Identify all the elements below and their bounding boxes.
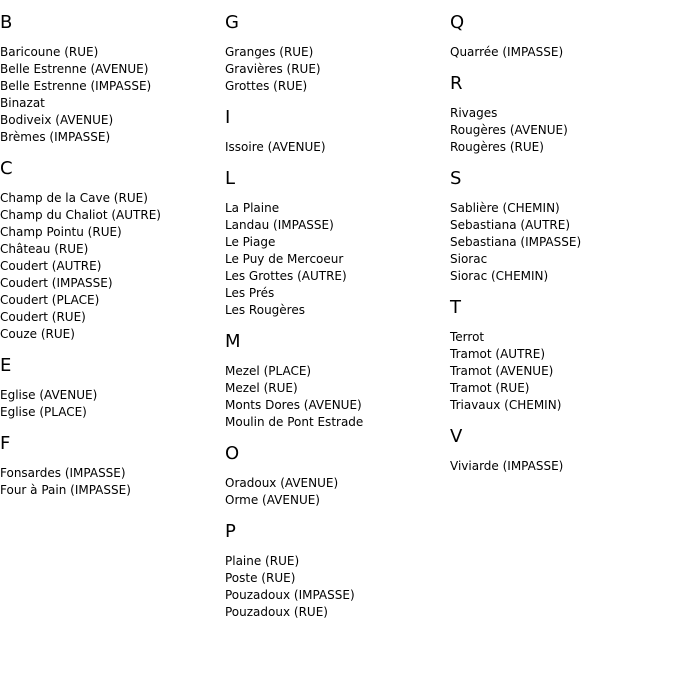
street-list [450,105,675,156]
section-letter-heading: C [0,158,13,179]
street-entry[interactable]: Bodiveix (AVENUE) [0,113,114,127]
street-entry[interactable]: Les Prés [225,286,275,300]
section-letter-heading: O [225,443,240,464]
letter-section [0,433,225,499]
street-entry[interactable]: Landau (IMPASSE) [225,218,334,232]
letter-section [450,73,675,156]
street-entry[interactable]: Champ du Chaliot (AUTRE) [0,208,161,222]
street-entry[interactable]: Gravières (RUE) [225,62,321,76]
street-list [450,200,675,285]
street-entry[interactable]: Le Puy de Mercoeur [225,252,344,266]
street-entry[interactable]: Poste (RUE) [225,571,296,585]
street-entry[interactable]: Coudert (AUTRE) [0,259,102,273]
letter-section [450,12,675,61]
street-list [225,553,450,621]
street-entry[interactable]: Brèmes (IMPASSE) [0,130,111,144]
letter-section [450,168,675,285]
letter-section [0,355,225,421]
letter-section [225,168,450,319]
street-entry[interactable]: Quarrée (IMPASSE) [450,45,564,59]
section-letter-heading: I [225,107,231,128]
index-column [0,12,225,511]
street-entry[interactable]: Fonsardes (IMPASSE) [0,466,126,480]
street-list [450,458,675,475]
street-entry[interactable]: Pouzadoux (RUE) [225,605,328,619]
street-list [0,465,225,499]
street-entry[interactable]: Tramot (AUTRE) [450,347,546,361]
street-list [0,44,225,146]
street-list [0,387,225,421]
street-entry[interactable]: Rougères (RUE) [450,140,544,154]
street-entry[interactable]: Issoire (AVENUE) [225,140,326,154]
street-entry[interactable]: Eglise (AVENUE) [0,388,98,402]
street-entry[interactable]: Sebastiana (IMPASSE) [450,235,582,249]
street-entry[interactable]: Mezel (RUE) [225,381,298,395]
street-list [450,329,675,414]
street-entry[interactable]: Granges (RUE) [225,45,314,59]
section-letter-heading: E [0,355,12,376]
letter-section [225,331,450,431]
street-entry[interactable]: Siorac [450,252,488,266]
street-entry[interactable]: Baricoune (RUE) [0,45,99,59]
street-entry[interactable]: Champ Pointu (RUE) [0,225,122,239]
street-entry[interactable]: Viviarde (IMPASSE) [450,459,564,473]
section-letter-heading: B [0,12,13,33]
letter-section [225,521,450,621]
street-entry[interactable]: Mezel (PLACE) [225,364,312,378]
street-entry[interactable]: Tramot (RUE) [450,381,530,395]
street-entry[interactable]: Les Rougères [225,303,305,317]
section-letter-heading: G [225,12,239,33]
street-entry[interactable]: Plaine (RUE) [225,554,300,568]
street-list [225,475,450,509]
index-column [450,12,675,487]
street-list [225,44,450,95]
section-letter-heading: Q [450,12,465,33]
street-entry[interactable]: Belle Estrenne (IMPASSE) [0,79,152,93]
street-entry[interactable]: Belle Estrenne (AVENUE) [0,62,149,76]
letter-section [225,107,450,156]
street-list [450,44,675,61]
letter-section [450,297,675,414]
street-entry[interactable]: Couze (RUE) [0,327,75,341]
street-entry[interactable]: Terrot [450,330,485,344]
letter-section [225,443,450,509]
letter-section [0,12,225,146]
street-entry[interactable]: Grottes (RUE) [225,79,308,93]
street-entry[interactable]: Eglise (PLACE) [0,405,87,419]
street-entry[interactable]: Coudert (IMPASSE) [0,276,113,290]
section-letter-heading: F [0,433,11,454]
street-entry[interactable]: Coudert (PLACE) [0,293,100,307]
street-entry[interactable]: Château (RUE) [0,242,89,256]
street-list [225,139,450,156]
street-entry[interactable]: Oradoux (AVENUE) [225,476,339,490]
letter-section [450,426,675,475]
street-entry[interactable]: Le Piage [225,235,276,249]
street-entry[interactable]: Pouzadoux (IMPASSE) [225,588,355,602]
street-entry[interactable]: Tramot (AVENUE) [450,364,554,378]
street-entry[interactable]: Moulin de Pont Estrade [225,415,364,429]
street-entry[interactable]: Binazat [0,96,45,110]
street-entry[interactable]: Triavaux (CHEMIN) [450,398,562,412]
street-entry[interactable]: Rivages [450,106,498,120]
street-entry[interactable]: Les Grottes (AUTRE) [225,269,347,283]
street-list [225,200,450,319]
street-list [225,363,450,431]
street-entry[interactable]: Champ de la Cave (RUE) [0,191,148,205]
street-entry[interactable]: Sablière (CHEMIN) [450,201,560,215]
street-entry[interactable]: Orme (AVENUE) [225,493,320,507]
street-list [0,190,225,343]
section-letter-heading: L [225,168,236,189]
street-entry[interactable]: La Plaine [225,201,280,215]
street-entry[interactable]: Coudert (RUE) [0,310,86,324]
section-letter-heading: T [450,297,461,318]
street-entry[interactable]: Sebastiana (AUTRE) [450,218,570,232]
letter-section [0,158,225,343]
street-entry[interactable]: Siorac (CHEMIN) [450,269,549,283]
section-letter-heading: S [450,168,462,189]
section-letter-heading: R [450,73,463,94]
street-entry[interactable]: Rougères (AVENUE) [450,123,568,137]
street-entry[interactable]: Monts Dores (AVENUE) [225,398,362,412]
letter-section [225,12,450,95]
index-column [225,12,450,633]
section-letter-heading: V [450,426,463,447]
section-letter-heading: M [225,331,241,352]
street-entry[interactable]: Four à Pain (IMPASSE) [0,483,131,497]
section-letter-heading: P [225,521,236,542]
